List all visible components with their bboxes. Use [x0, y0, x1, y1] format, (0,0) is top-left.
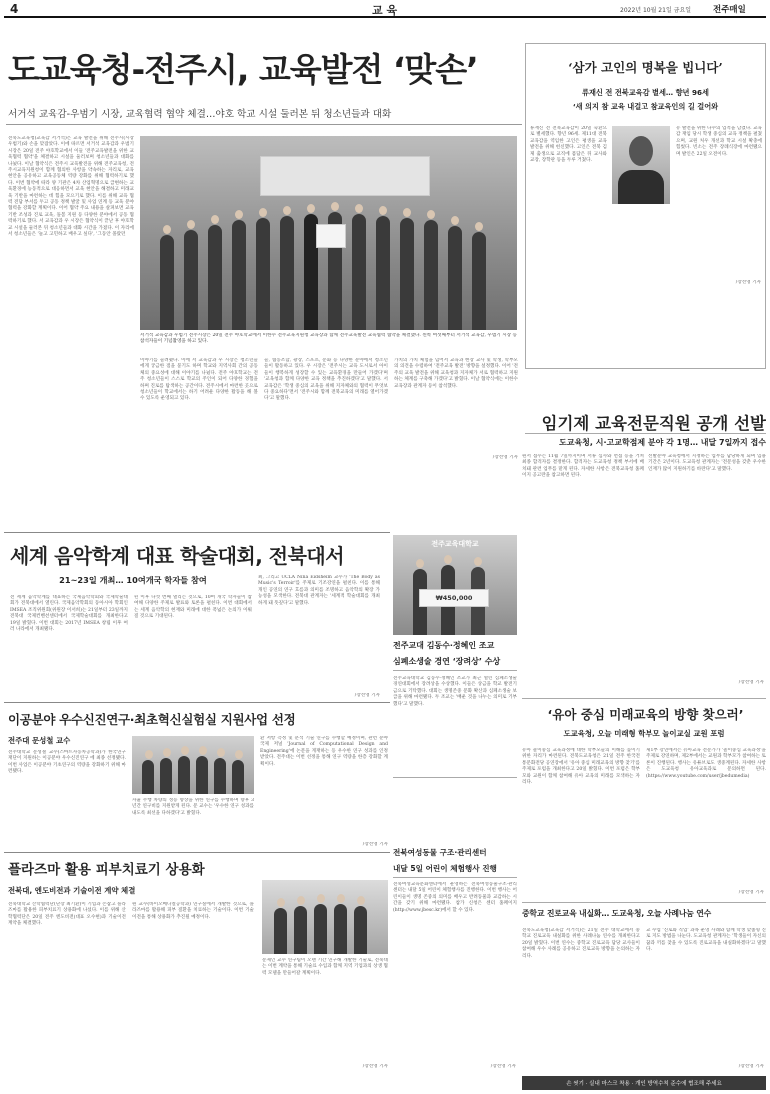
- donation-check-amount: ₩450,000: [435, 594, 473, 602]
- music-body-col2: 된 이후 다섯 번째 열리는 것으로, 10여 개국 학자들이 참여해 다양한 주제로 발표와 토론을 펼친다. 이번 대회에서는 세계 음악학의 현재와 미래에 대한 폭넓은 논의가 이뤄질 것으로 기대된다.: [134, 595, 252, 620]
- science-top-rule: [4, 702, 390, 703]
- lead-byline: /장선영 기자: [492, 455, 518, 460]
- recruit-subhead: 도교육청, 시·고교학점제 분야 각 1명… 내달 7일까지 접수: [559, 438, 766, 447]
- life-headline-1: 전북여성동물 구조·관리센터: [393, 848, 487, 857]
- science-body-col1: 전주대학교 문성철 교수(스마트자동차공학과)가 한국연구재단이 지원하는 이공분야 우수신진연구 에 최종 선정됐다. 이번 사업은 이공분야 기초연구의 역량을 강화하기 위해 마련됐다.: [8, 750, 126, 775]
- donation-rule: [393, 670, 517, 671]
- donation-headline-1: 전주교대 김동수·정혜인 조교: [393, 641, 495, 650]
- career-headline: 중학교 진로교육 내실화… 도교육청, 오늘 사례나눔 연수: [522, 909, 712, 918]
- plasma-body-col1: 전북대학교 산학협력단(단장 최기환)이 기업과 손잡고 플라즈마를 활용한 피부치료기 상용화에 나섰다. 이를 위해 산학협력단은 20일 전주 엔도비전(대표 오수현)과 기술이전 계약을 체결했다.: [8, 902, 126, 927]
- photo-banner: [260, 156, 430, 196]
- early-headline: ‘유아 중심 미래교육의 방향 찾으러’: [547, 707, 744, 722]
- obit-byline: /장선영 기자: [735, 280, 761, 285]
- science-body-col2: 자율 주행 차량의 성능 향상을 위한 연구를 수행하며 향후 3년간 연구비를 지원받게 된다. 문 교수는 '우수한 연구 성과를 내도록 최선을 다하겠다'고 밝혔다.: [132, 798, 254, 816]
- lead-body-col4: 가치의 가치 체험을 넘어서 교육과 현장 교사 및 학생, 학부모의 의견을 수렴하여 '전주교육 발전' 방향을 설정했다. 이어 '전주의 교육 발전을 위해 교육청과 지자체가 서로 협력하고 지원하는 체계를 구축해 가겠다'고 밝혔다. 이날 협약식에는 이한수 교육장과 관계자 등이 참석했다.: [394, 358, 518, 389]
- lead-headline: 도교육청-전주시, 교육발전 ‘맞손’: [8, 50, 478, 89]
- life-headline-2: 내달 5일 어린이 체험행사 진행: [393, 864, 497, 873]
- plasma-byline: /장선영 기자: [362, 1064, 388, 1069]
- career-body-col1: 전북도교육청(교육감 서거석)은 21일 전주 대학교에서 중학교 진로교육 내실화를 위한 사례나눔 연수를 개최한다고 20일 밝혔다. 이번 연수는 중학교 진로교육 담당 교사들이 참여해 우수 사례를 공유하고 진로교육 방향을 논의하는 자리다.: [522, 928, 640, 959]
- career-top-rule: [522, 902, 766, 903]
- plasma-subhead: 전북대, 엔도비전과 기술이전 계약 체결: [8, 886, 136, 895]
- section-name: 교 육: [372, 4, 398, 16]
- music-subhead: 21~23일 개최… 10여개국 학자들 참여: [59, 575, 207, 585]
- music-top-rule: [4, 532, 390, 533]
- public-notice-text: 손 씻기 · 실내 마스크 착용 · 개인 방역수칙 준수에 협조해 주세요: [566, 1081, 722, 1087]
- recruit-rule: [525, 433, 766, 434]
- science-byline: /장선영 기자: [362, 842, 388, 847]
- obit-box: [525, 43, 766, 369]
- early-body-col2: 제1부 강연에서는 유아교육 전문가가 '놀이중심 교육과정'을 주제로 강연하며, 제2부에서는 교원과 학부모가 참여하는 토론이 진행된다. 행사는 유튜브로도 생중계된다. 자세한 사항은 도교육청 유아교육과로 문의하면 된다. (https://www.youtube.com/user/jbedumedia): [646, 748, 766, 779]
- life-body: 전북여성교육문화센터에서 운영하는 전북여성동물구조·관리센터는 내달 5일 어린이 체험행사를 진행한다. 이번 행사는 어린이들이 생명 존중의 의미를 배우고 반려동물과 교감하는 시간을 갖기 위해 마련됐다. 참가 신청은 센터 홈페이지(http://www.jbesc.kr)에서 할 수 있다.: [393, 882, 517, 913]
- plasma-photo: [262, 880, 388, 954]
- early-byline: /장선영 기자: [738, 890, 764, 895]
- signed-agreement: [316, 224, 346, 248]
- masthead-rule: [4, 16, 766, 18]
- music-body-col3: 최, 그리고 UCLA Nina Eidsheim 교수가 'The Body as Music's Terroir'를 주제로 기조강연을 펼친다. 이를 통해 개인 공연의 연구 흐름과 의미를 조명하고 음악학의 확장 가능성을 모색한다. 전북대 관계자는 '세계적 학술대회를 개최하게 돼 뜻깊다'고 말했다.: [258, 575, 380, 606]
- lead-sub-rule: [6, 124, 522, 125]
- donation-headline-2: 심폐소생술 경연 ‘장려상’ 수상: [393, 657, 501, 666]
- science-subhead: 전주대 문성철 교수: [8, 736, 71, 745]
- obit-body-right: 유 발전을 위한 다수의 업적을 남겼다. 교육감 재임 당시 학생 중심의 교육 정책을 펼쳤으며, 교원 처우 개선과 학교 시설 확충에 힘썼다. 빈소는 전주 장례식장에 마련됐으며 발인은 22일 오전이다.: [676, 126, 762, 157]
- plasma-headline: 플라즈마 활용 피부치료기 상용화: [8, 862, 205, 878]
- obit-subhead-2: ‘새 의지 참 교육 내걸고 참교육인의 길 걸어와: [572, 102, 719, 111]
- obit-portrait: [612, 126, 670, 204]
- page-number: 4: [10, 2, 19, 16]
- recruit-byline: /장선영 기자: [738, 680, 764, 685]
- donation-check: [419, 589, 489, 607]
- obit-body-left: 류재신 전 전북교육감이 20일 숙환으로 별세했다. 향년 96세. 제11대 전북교육감을 역임한 고인은 평생을 교육 발전을 위해 헌신했다. 고인은 전북 김제 출생으로 교직에 몸담은 뒤 교사와 교장, 장학관 등을 두루 거쳤다.: [530, 126, 607, 164]
- public-notice-bar: [522, 1076, 766, 1090]
- life-rule: [393, 877, 517, 878]
- science-photo: [132, 736, 254, 794]
- lead-body-col1: 전북도교육청(교육감 서거석)은 교육 발전을 위해 전주시(시장 우범기)와 손을 맞잡았다. 이에 따르면 서거석 교육감과 우범기 시장은 20일 전주 야호학교에서 이들 '전주교육발전을 위한 교육협력 협약'을 체결하고 시설을 둘러보며 청소년들과 대화를 나눴다. 이날 협약식은 전주시 교육발전을 위해 전주교육청, 전주시교육지원청이 함께 협의한 사항을 약속하는 자리로, 교육 현안을 공유하고 교육공동체 역량 강화를 위해 협력하기로 했다. 이번 협약에 따라 양 기관은 4차 산업혁명으로 급변하는 교육환경에 능동적으로 대응하면서 교육 현안을 해결하고 미래교육 기반을 마련하는 데 힘을 모으기로 했다. 이를 위해 교육 협력 전담 부서를 두고 공동 정책 발굴 및 사업 연계 등 교육 분야 협력을 강화할 계획이다. 이어 협약 주요 내용을 살펴보면 교육 기반 조성과 진로 교육, 돌봄 지원 등 다양한 분야에서 공동 협력하기로 했다. 서 교육감과 우 시장은 협약식이 끝난 후 야호학교 시설을 둘러본 뒤 청소년들과 대화 시간을 가졌다. 이 자리에서 청소년들은 '놀고 고민하고 배우고 싶다', '그동안 몰랐던: [8, 136, 134, 238]
- science-body-col3: 환 저항 측정 및 분석 기술 연구를 수행할 예정이며, 관련 분야 국제 저널 'Journal of Computational Design and Engineering'에 논문을 게재하는 등 우수한 연구 성과를 인정받았다. 전주대는 이번 선정을 통해 연구 역량을 한층 강화할 계획이다.: [260, 736, 388, 767]
- plasma-body-col3: 문제인 교수 연구팀이 오랜 기간 연구해 개발한 기술로, 전북대는 이번 계약을 통해 기술료 수입과 함께 지역 기업과의 상생 협력 모델을 만들어갈 계획이다.: [262, 958, 388, 976]
- music-body-col1: 전 세계 음악학계를 대표하는 국제음악학회와 국제학술대회가 전북대에서 열린다. 국제음악학회의 동아시아 학회인 IMSEA 조직위원회(위원장 이서희)는 21일부터 23일까지 전북대 국제컨벤션센터에서 국제학술대회를 개최한다고 19일 밝혔다. 이번 대회는 2017년 IMSEA 창립 이후 여러 나라에서 개최됐다.: [10, 595, 128, 633]
- early-subhead: 도교육청, 오늘 미래형 학부모 놀이교실 교원 포럼: [563, 729, 725, 738]
- lead-body-col3: 들, 협동조합, 광장, 스포츠, 문화 등 다양한 분야에서 청소년들이 활동하고 있다. 우 시장은 '전주시는 교육 도시로서 아이들이 행복하게 성장할 수 있는 교육환경을 만들어 가겠다'며 '교육청과 함께 다양한 교육 정책을 추진하겠다'고 말했다. 서 교육감은 '학생 중심의 교육을 위해 지자체와의 협력이 무엇보다 중요하다'면서 '전주시와 함께 전북교육의 미래를 열어가겠다'고 말했다.: [264, 358, 388, 402]
- masthead: [0, 0, 770, 16]
- life-lead-text: [393, 782, 517, 842]
- paper-name: 전주매일: [713, 5, 746, 15]
- science-headline: 이공분야 우수신진연구·최초혁신실험실 지원사업 선정: [8, 712, 296, 727]
- career-byline: /장선영 기자: [738, 1064, 764, 1069]
- early-top-rule: [522, 698, 766, 699]
- donation-photo: [393, 535, 517, 635]
- recruit-headline: 임기제 교육전문직원 공개 선발: [541, 414, 766, 433]
- life-top-rule: [393, 777, 517, 778]
- career-body-col2: 교 수업 '진로와 직업' 과목 운영 사례와 함께 학생 맞춤형 진로 지도 방법을 나눈다. 도교육청 관계자는 '학생들이 자신의 꿈과 끼를 찾을 수 있도록 진로교육을 내실화하겠다'고 말했다.: [646, 928, 766, 953]
- lead-subhead: 서거석 교육감-우범기 시장, 교육협력 협약 체결…야호 학교 시설 둘러본 뒤 청소년들과 대화: [8, 109, 392, 120]
- recruit-body-col2: 원서 접수는 11월 7일까지이며 서류 심사와 면접 등을 거쳐 최종 합격자를 결정한다. 합격자는 도교육청 정책 부서에 배치돼 관련 업무를 맡게 된다. 자세한 사항은 전북교육청 홈페이지 공고란을 참고하면 된다.: [522, 454, 644, 479]
- life-byline: /장선영 기자: [490, 1064, 516, 1069]
- obit-title: ‘삼가 고인의 명복을 빕니다’: [568, 60, 723, 75]
- issue-date: 2022년 10월 21일 금요일: [620, 7, 692, 14]
- obit-subhead-1: 류재신 전 전북교육감 별세… 향년 96세: [582, 88, 709, 97]
- plasma-body-col2: 원 교수(바이오메디컬공학과) 연구실에서 개발한 것으로, 플라즈마를 활용해 피부 질환을 치료하는 기술이다. 이번 기술이전을 통해 상용화가 추진될 예정이다.: [132, 902, 254, 920]
- donation-body: 전주교육대학교 김동수·정혜인 조교가 최근 열린 심폐소생술 경연대회에서 장려상을 수상했다. 이들은 상금을 학교 발전기금으로 기탁했다. 대회는 생명존중 문화 확산과 심폐소생술 보급을 위해 마련됐다. 두 조교는 '배운 것을 나누는 의미로 기부했다'고 말했다.: [393, 676, 517, 707]
- donation-photo-sign: 전주교육대학교: [431, 540, 479, 548]
- recruit-body-col3: 선발분야 교육청에서 지정하는 업무를 담당하게 되며 임용 기간은 2년이다. 도교육청 관계자는 '전문성을 갖춘 우수한 인재가 많이 지원하기를 바란다'고 말했다.: [648, 454, 766, 472]
- early-body-col1: 유아 놀이중심 교육과정에 대한 학부모들의 이해를 높이기 위한 자리가 마련된다. 전북도교육청은 21일 전주 한국전통문화전당 공연장에서 '유아 중심 미래교육의 방향 찾기'를 주제로 포럼을 개최한다고 20일 밝혔다. 이번 포럼은 학부모와 교원이 함께 참여해 유아 교육의 미래를 모색하는 자리다.: [522, 748, 640, 786]
- lead-photo: [140, 136, 517, 330]
- music-headline: 세계 음악학계 대표 학술대회, 전북대서: [10, 544, 345, 568]
- plasma-top-rule: [4, 852, 390, 853]
- lead-body-col2: 이야기를 들려줬다. 이에 서 교육감과 우 시장은 청소년들에게 궁금한 점을 묻기도 하며 학교와 지역사회 간의 공동체의 중요성에 대해 이야기를 나눴다. 전주 야호학교는 전주 청소년들이 스스로 학교의 주인이 되어 다양한 경험을 하며 진로를 탐색하는 공간이다. 전주시에서 마련한 곳으로 청소년들이 학교에서는 하기 어려운 다양한 활동을 해 볼 수 있도록 운영되고 있다.: [140, 358, 258, 402]
- lead-photo-caption: 서거석 교육감과 우범기 전주시장은 20일 전주 야호학교에서 이한수 전주교육지원청 교육장과 함께 전주교육발전 교육협력 협약을 체결했다. 왼쪽 여섯째부터 서거석 교육감, 우범기 시장 등 참석자들이 기념촬영을 하고 있다.: [140, 333, 517, 345]
- music-byline: /장선영 기자: [354, 693, 380, 698]
